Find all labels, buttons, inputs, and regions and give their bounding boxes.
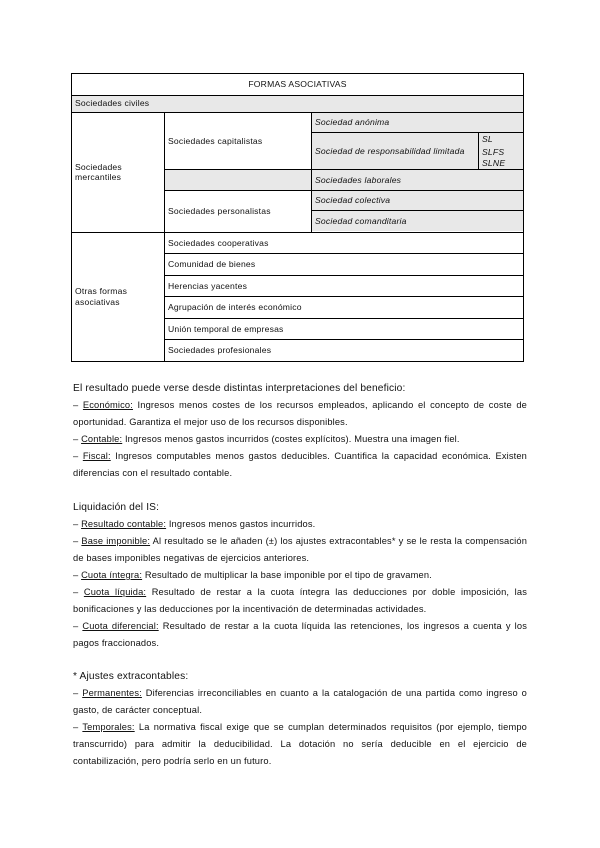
slne-type-cell: SLNE — [479, 158, 524, 170]
resultado-item: – Fiscal: Ingresos computables menos gastos deducibles. Cuantifica la capacidad económica. Existen diferencias con el resultado contable. — [73, 451, 528, 478]
sociedades-mercantiles-cell: Sociedades mercantiles — [72, 112, 165, 232]
liquidacion-item: – Cuota líquida: Resultado de restar a la cuota íntegra las deducciones por doble imposición, las bonificaciones y las deducciones por la incentivación de determinadas actividades. — [73, 587, 528, 614]
resultado-intro: El resultado puede verse desde distintas interpretaciones del beneficio: — [73, 383, 406, 394]
personalistas-subcells — [312, 190, 524, 232]
sociedades-civiles-cell: Sociedades civiles — [72, 95, 524, 112]
ajustes-section — [73, 668, 527, 770]
otras-item: Unión temporal de empresas — [165, 318, 524, 340]
otras-item: Sociedades profesionales — [165, 340, 524, 362]
liquidacion-title: Liquidación del IS: — [73, 502, 160, 513]
otras-item: Herencias yacentes — [165, 275, 524, 297]
table-title: FORMAS ASOCIATIVAS — [72, 74, 524, 96]
otras-item: Agrupación de interés económico — [165, 297, 524, 319]
sociedades-personalistas-cell: Sociedades personalistas — [165, 190, 312, 232]
resultado-item: – Económico: Ingresos menos costes de los recursos empleados, aplicando el concepto de coste de oportunidad. Garantiza el mejor uso de los recursos disponibles. — [73, 400, 527, 427]
sociedades-laborales-cell: Sociedades laborales — [312, 170, 524, 190]
sociedad-anonima-cell: Sociedad anónima — [312, 112, 524, 132]
ajustes-item: – Permanentes: Diferencias irreconciliables en cuanto a la catalogación de una partida como ingreso o gasto, de carácter conceptual. — [73, 688, 527, 715]
capitalistas-spacer — [165, 170, 312, 190]
otras-item: Comunidad de bienes — [165, 254, 524, 276]
liquidacion-item: – Base imponible: Al resultado se le añaden (±) los ajustes extracontables* y se le resta la compensación de bases imponibles negativas de ejercicios anteriores. — [73, 536, 528, 563]
liquidacion-item: – Cuota íntegra: Resultado de multiplicar la base imponible por el tipo de gravamen. — [73, 570, 432, 580]
liquidacion-item: – Cuota diferencial: Resultado de restar a la cuota líquida las retenciones, los ingresos a cuenta y los pagos fraccionados. — [73, 621, 528, 648]
sociedades-capitalistas-cell: Sociedades capitalistas — [165, 112, 312, 169]
otras-formas-cell: Otras formas asociativas — [72, 232, 165, 361]
liquidacion-section — [73, 499, 527, 652]
formas-asociativas-table — [71, 73, 524, 362]
sociedad-resp-limitada-cell: Sociedad de responsabilidad limitada — [312, 133, 479, 170]
otras-item: Sociedades cooperativas — [165, 232, 524, 254]
resultado-section — [73, 380, 527, 482]
resultado-item: – Contable: Ingresos menos gastos incurridos (costes explícitos). Muestra una imagen fiel. — [73, 434, 460, 444]
sociedad-colectiva-cell: Sociedad colectiva — [312, 191, 523, 211]
sociedad-comanditaria-cell: Sociedad comanditaria — [312, 211, 523, 231]
ajustes-title: * Ajustes extracontables: — [73, 671, 189, 682]
liquidacion-item: – Resultado contable: Ingresos menos gastos incurridos. — [73, 519, 316, 529]
sl-type-cell: SL — [479, 133, 524, 146]
slfs-type-cell: SLFS — [479, 146, 524, 157]
ajustes-item: – Temporales: La normativa fiscal exige que se cumplan determinados requisitos (por ejemplo, tiempo transcurrido) para admitir la deducibilidad. La dotación no sería deducible en el ejercicio de contabilización, pero podría serlo en un futuro. — [73, 722, 527, 766]
